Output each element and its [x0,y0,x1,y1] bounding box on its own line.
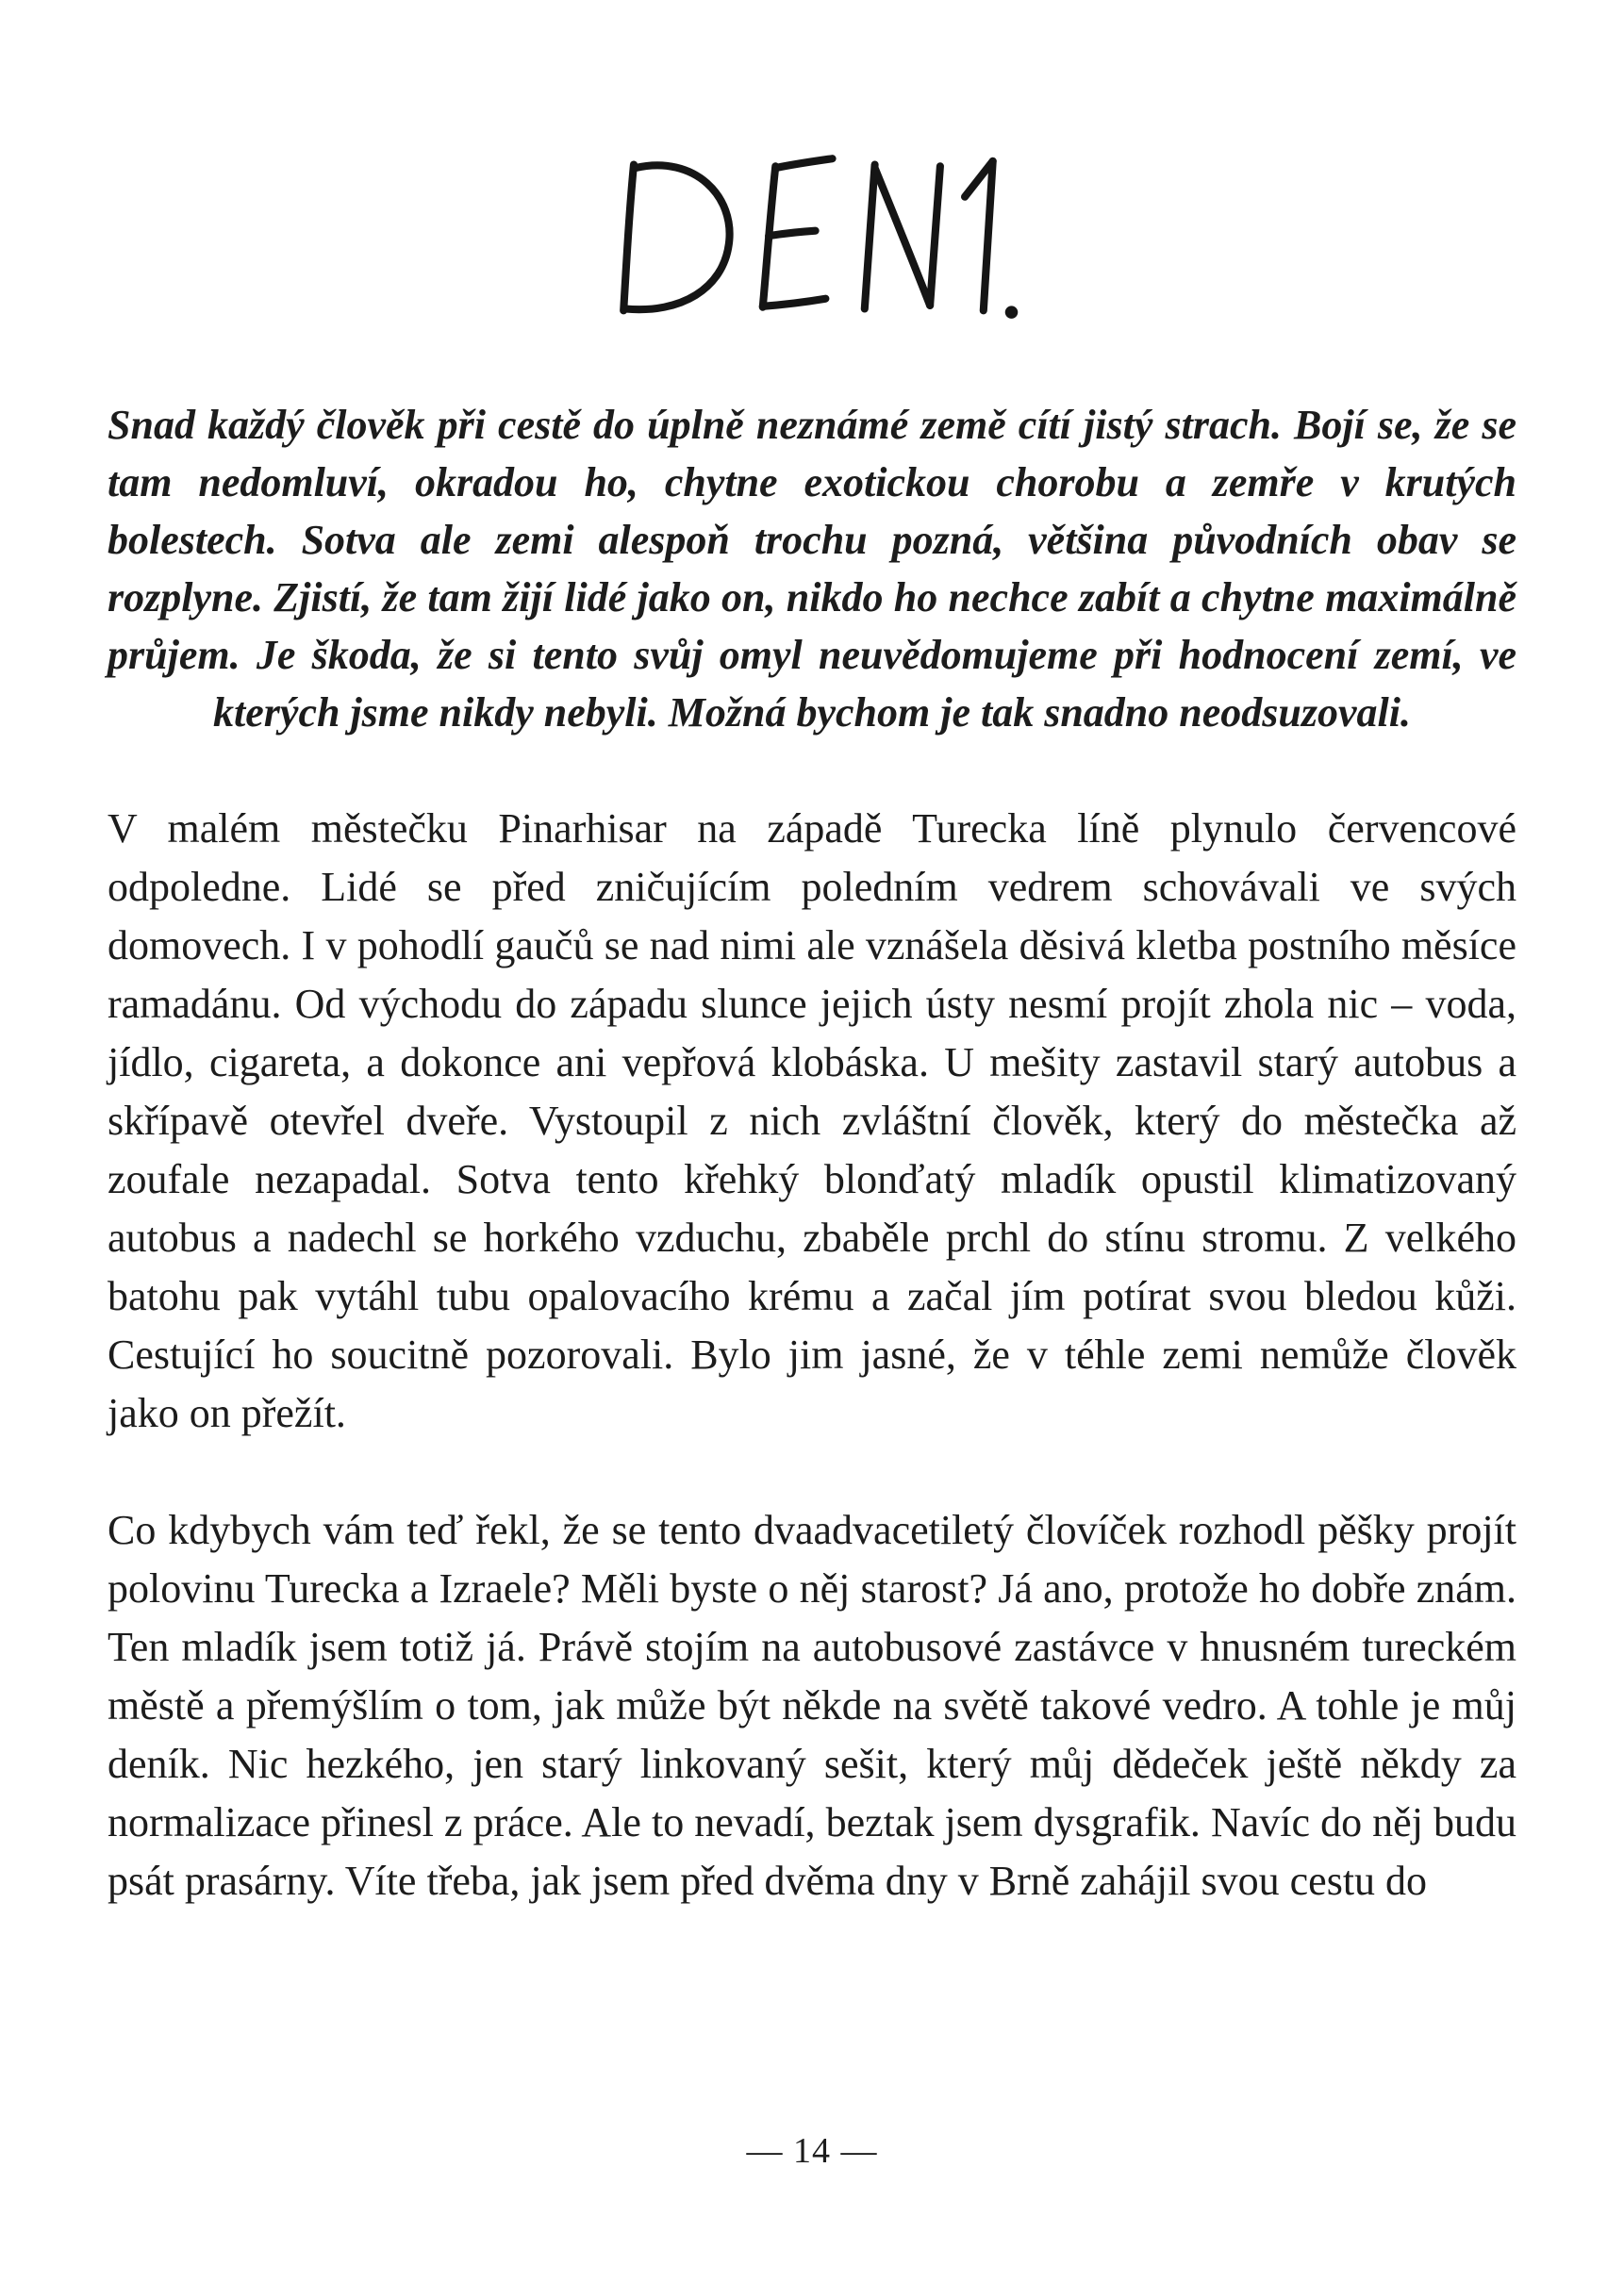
handwritten-title-icon [600,140,1024,334]
body-paragraph-2: Co kdybych vám teď řekl, že se tento dvaadvacetiletý človíček rozhodl pěšky projít polovinu Turecka a Izraele? Měli byste o něj starost? Já ano, protože ho dobře znám. Ten mladík jsem totiž já. Právě stojím na autobusové zastávce v hnusném tureckém městě a přemýšlím o tom, jak může být někde na světě takové vedro. A tohle je můj deník. Nic hezkého, jen starý linkovaný sešit, který můj dědeček ještě někdy za normalizace přinesl z práce. Ale to nevadí, beztak jsem dysgrafik. Navíc do něj budu psát prasárny. Víte třeba, jak jsem před dvěma dny v Brně zahájil svou cestu do [108,1507,1516,1904]
page-content [0,396,1624,1911]
chapter-title [0,140,1624,341]
intro-paragraph: Snad každý člověk při cestě do úplně neznámé země cítí jistý strach. Bojí se, že se tam nedomluví, okradou ho, chytne exotickou chorobu a zemře v krutých bolestech. Sotva ale zemi alespoň trochu pozná, většina původních obav se rozplyne. Zjistí, že tam žijí lidé jako on, nikdo ho nechce zabít a chytne maximálně průjem. Je škoda, že si tento svůj omyl neuvědomujeme při hodnocení zemí, ve kterých jsme nikdy nebyli. Možná bychom je tak snadno neodsuzovali. [108,402,1516,736]
body-paragraph-1: V malém městečku Pinarhisar na západě Turecka líně plynulo červencové odpoledne. Lidé se před zničujícím poledním vedrem schovávali ve svých domovech. I v pohodlí gaučů se nad nimi ale vznášela děsivá kletba postního měsíce ramadánu. Od východu do západu slunce jejich ústy nesmí projít zhola nic – voda, jídlo, cigareta, a dokonce ani vepřová klobáska. U mešity zastavil starý autobus a skřípavě otevřel dveře. Vystoupil z nich zvláštní člověk, který do městečka až zoufale nezapadal. Sotva tento křehký blonďatý mladík opustil klimatizovaný autobus a nadechl se horkého vzduchu, zbaběle prchl do stínu stromu. Z velkého batohu pak vytáhl tubu opalovacího krému a začal jím potírat svou bledou kůži. Cestující ho soucitně pozorovali. Bylo jim jasné, že v téhle zemi nemůže člověk jako on přežít. [108,805,1516,1436]
page-number: — 14 — [746,2131,878,2171]
